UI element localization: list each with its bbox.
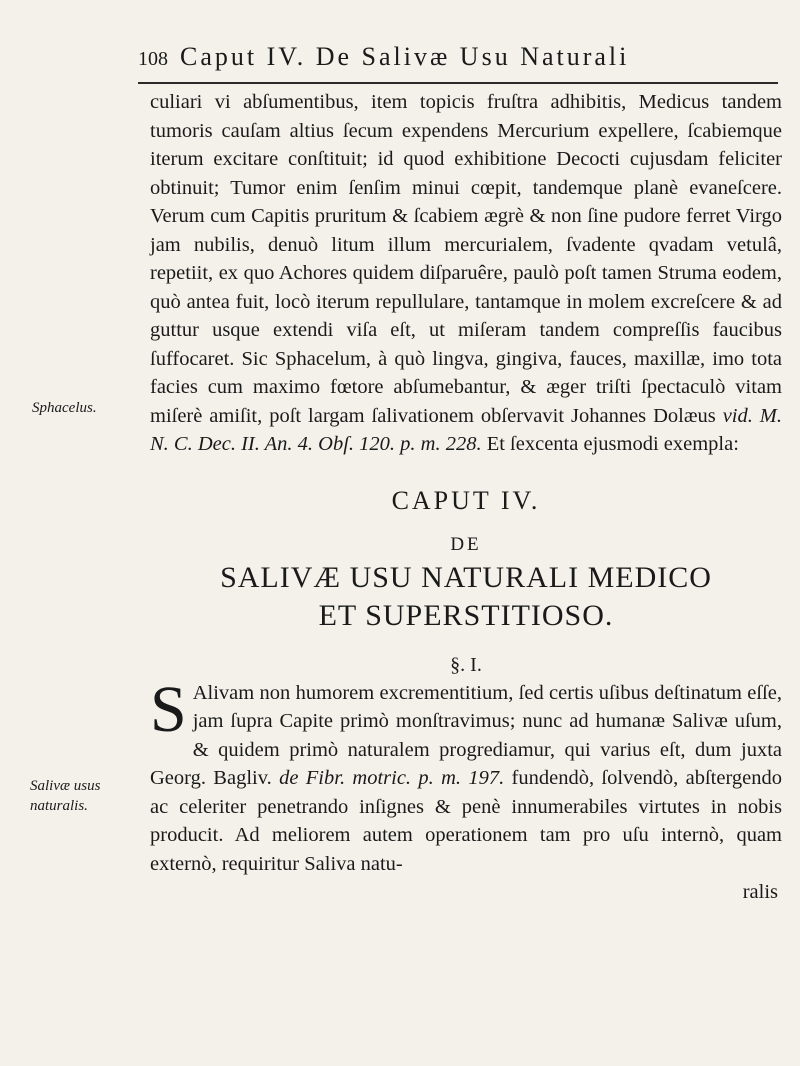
margin-note-sphacelus: Sphacelus. bbox=[32, 400, 97, 416]
running-title: Caput IV. De Salivæ Usu Naturali bbox=[180, 42, 630, 71]
catchword: ralis bbox=[742, 881, 778, 903]
chapter-title-line-1: SALIVÆ USU NATURALI MEDICO bbox=[220, 560, 712, 594]
chapter-heading: CAPUT IV. bbox=[391, 485, 541, 515]
section-number: §. I. bbox=[450, 653, 482, 676]
chapter-subheading-de: DE bbox=[450, 533, 482, 555]
page-number: 108 bbox=[138, 48, 168, 70]
chapter-title-line-2: ET SUPERSTITIOSO. bbox=[318, 598, 614, 632]
citation: de Fibr. motric. p. m. 197. bbox=[279, 767, 505, 789]
drop-capital: S bbox=[150, 672, 187, 746]
margin-note-line: Salivæ usus bbox=[30, 778, 101, 794]
page-header bbox=[138, 42, 778, 84]
margin-note-saliva-usus bbox=[30, 776, 100, 816]
paragraph-2-continuation: fundendò, ſolvendò, abſtergendo ac celeriter penetrando inſignes & penè innumerabiles virtutes in nobis producit. Ad meliorem autem operationem tam pro uſu internò, quam externò, requiritur Saliva natu- bbox=[150, 767, 783, 875]
margin-note-line: naturalis. bbox=[30, 798, 88, 814]
paragraph-1-end: Et ſexcenta ejusmodi exempla: bbox=[486, 433, 739, 455]
paragraph-2-text: Alivam non humorem excrementitium, ſed certis uſibus deſtinatum eſſe, jam ſupra Capite primò monſtravimus; nunc ad humanæ Salivæ uſum, & quidem primò naturalem progrediamur, qui varius eſt, dum juxta Georg. Bagliv. bbox=[150, 681, 782, 789]
paragraph-2 bbox=[150, 672, 783, 879]
paragraph-1 bbox=[150, 88, 782, 459]
paragraph-1-text: culiari vi abſumentibus, item topicis fruſtra adhibitis, Medicus tandem tumoris cauſam altius ſecum expendens Mercurium expellere, ſcabiemque iterum excitare conſtituit; id quod exhibitione Decocti cujusdam feliciter obtinuit; Tumor enim ſenſim minui cœpit, tandemque planè evaneſcere. Verum cum Capitis pruritum & ſcabiem ægrè & non ſine pudore ferret Virgo jam nubilis, denuò litum illum mercurialem, ſvadente qvadam vetulâ, repetiit, ex quo Achores quidem diſparuêre, paulò poſt tamen Struma eodem, quò antea fuit, locò iterum repullulare, tantamque in molem excreſcere & ad guttur usque extendi viſa eſt, ut miſeram tandem compreſſis faucibus ſuffocaret. Sic Sphacelum, à quò lingva, gingiva, fauces, maxillæ, imo tota facies cum maximo fœtore abſumebantur, & æger triſti ſpectaculò vitam miſerè amiſit, poſt largam ſalivationem obſervavit Johannes Dolæus bbox=[150, 91, 782, 427]
main-text bbox=[150, 88, 782, 907]
citation: vid. M. N. C. Dec. II. An. 4. Obſ. 120. p. m. 228. bbox=[150, 404, 783, 455]
